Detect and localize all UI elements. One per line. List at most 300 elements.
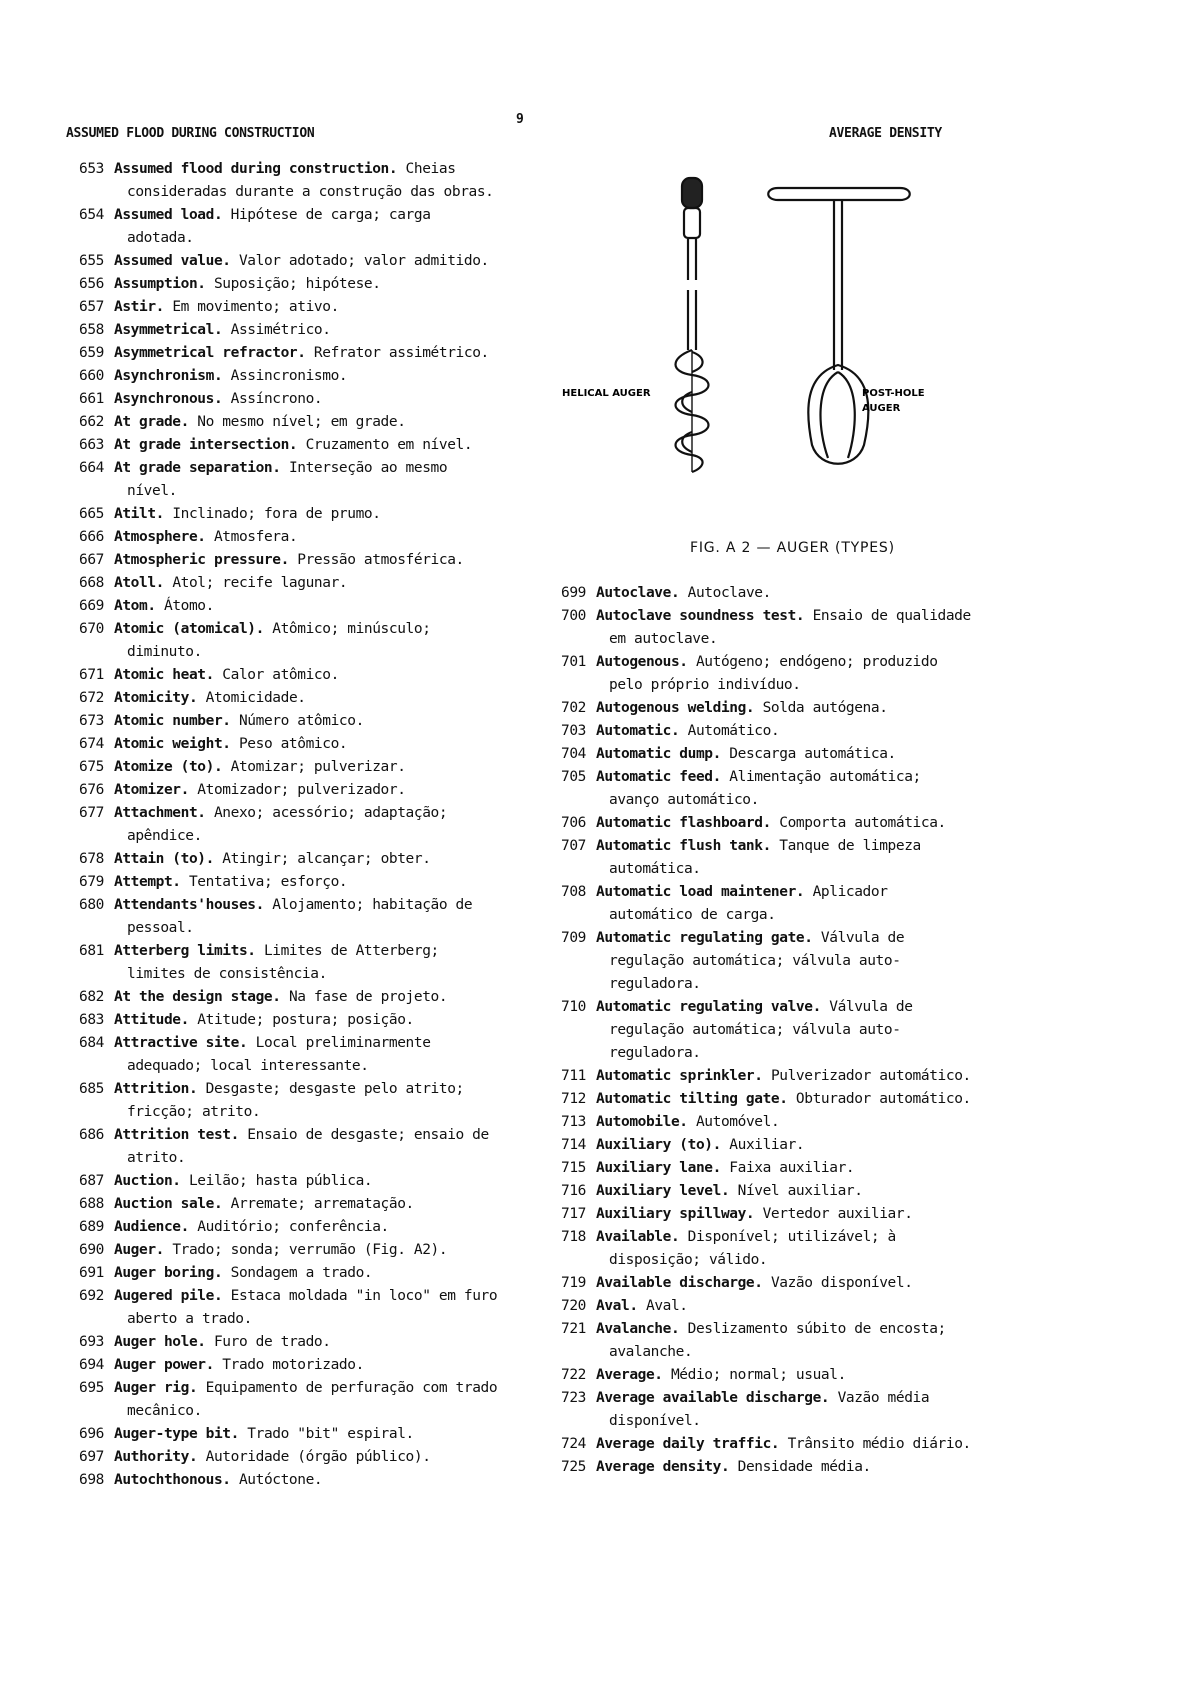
dictionary-entry [64,1331,504,1354]
entry-body [114,342,504,365]
entry-definition: Átomo. [155,598,214,614]
dictionary-entry [64,342,504,365]
entry-definition: Leilão; hasta pública. [180,1173,373,1189]
entry-term: Attachment. [114,805,206,821]
entry-body [596,1295,976,1318]
entry-body [596,1134,976,1157]
entry-term: Auger power. [114,1357,214,1373]
dictionary-entry [546,812,976,835]
entry-body [596,1157,976,1180]
entry-definition: Cruzamento em nível. [297,437,473,453]
entry-body [114,1032,504,1078]
entry-number: 703 [561,723,586,739]
dictionary-entry [64,503,504,526]
dictionary-entry [64,1032,504,1078]
entry-definition: Alimentação automática; avanço automático. [609,769,921,808]
entry-number: 725 [561,1459,586,1475]
entry-number: 667 [79,552,104,568]
entry-body [114,618,504,664]
dictionary-entry [64,457,504,503]
dictionary-entry [64,1423,504,1446]
entry-term: Automatic regulating gate. [596,930,813,946]
entry-number: 708 [561,884,586,900]
entry-number: 663 [79,437,104,453]
entry-number: 711 [561,1068,586,1084]
left-column [64,158,504,1492]
entry-body [114,1285,504,1331]
entry-body [596,1088,976,1111]
dictionary-entry [64,1193,504,1216]
entry-definition: Anexo; acessório; adaptação; apêndice. [127,805,448,844]
entry-term: Atmosphere. [114,529,206,545]
entry-number: 715 [561,1160,586,1176]
entry-term: Atomicity. [114,690,198,706]
entry-definition: Atol; recife lagunar. [163,575,348,591]
entry-body [596,1387,976,1433]
entry-definition: Hipótese de carga; carga adotada. [127,207,431,246]
entry-number: 687 [79,1173,104,1189]
entry-body [114,1124,504,1170]
entry-number: 660 [79,368,104,384]
entry-definition: Auditório; conferência. [188,1219,389,1235]
dictionary-entry [64,986,504,1009]
entry-number: 718 [561,1229,586,1245]
dictionary-entry [546,1180,976,1203]
entry-number: 723 [561,1390,586,1406]
dictionary-entry [64,1170,504,1193]
dictionary-entry [546,1387,976,1433]
entry-number: 716 [561,1183,586,1199]
entry-number: 668 [79,575,104,591]
entry-number: 682 [79,989,104,1005]
entry-term: Auction sale. [114,1196,223,1212]
entry-number: 677 [79,805,104,821]
helical-auger-drawing [676,178,709,472]
entry-body [596,605,976,651]
running-head-right: AVERAGE DENSITY [829,126,942,141]
entry-term: At grade intersection. [114,437,298,453]
entry-body [596,1065,976,1088]
dictionary-entry [546,1433,976,1456]
entry-body [596,766,976,812]
entry-number: 673 [79,713,104,729]
dictionary-entry [64,1009,504,1032]
entry-body [114,1239,504,1262]
entry-definition: Obturador automático. [787,1091,971,1107]
entry-number: 661 [79,391,104,407]
entry-definition: Pulverizador automático. [762,1068,971,1084]
dictionary-entry [546,1088,976,1111]
entry-body [114,687,504,710]
entry-number: 689 [79,1219,104,1235]
entry-definition: Atômico; minúsculo; diminuto. [127,621,431,660]
entry-number: 714 [561,1137,586,1153]
dictionary-entry [64,733,504,756]
entry-number: 704 [561,746,586,762]
entry-term: Attain (to). [114,851,214,867]
dictionary-entry [64,1262,504,1285]
entry-number: 681 [79,943,104,959]
entry-term: Average. [596,1367,663,1383]
entry-term: Atoll. [114,575,164,591]
entry-term: Auger hole. [114,1334,206,1350]
entry-body [114,204,504,250]
dictionary-entry [546,1203,976,1226]
entry-number: 683 [79,1012,104,1028]
entry-definition: Suposição; hipótese. [205,276,381,292]
entry-body [114,986,504,1009]
dictionary-entry [546,1111,976,1134]
entry-number: 690 [79,1242,104,1258]
entry-body [596,1272,976,1295]
entry-term: Atomize (to). [114,759,223,775]
helical-auger-label: HELICAL AUGER [562,388,651,399]
entry-definition: Autoridade (órgão público). [197,1449,431,1465]
entry-definition: Inclinado; fora de prumo. [163,506,381,522]
entry-number: 713 [561,1114,586,1130]
entry-term: Automatic sprinkler. [596,1068,763,1084]
entry-term: Autoclave. [596,585,680,601]
entry-term: Auger boring. [114,1265,223,1281]
entry-body [114,503,504,526]
dictionary-entry [64,526,504,549]
entry-definition: Atitude; postura; posição. [188,1012,414,1028]
dictionary-entry [546,881,976,927]
dictionary-entry [64,756,504,779]
entry-term: Automatic flush tank. [596,838,771,854]
entry-definition: Atomizador; pulverizador. [188,782,406,798]
entry-term: Atom. [114,598,156,614]
entry-body [114,756,504,779]
dictionary-entry [64,273,504,296]
entry-term: Auxiliary spillway. [596,1206,755,1222]
entry-term: Attractive site. [114,1035,248,1051]
entry-body [596,651,976,697]
entry-number: 666 [79,529,104,545]
entry-definition: Valor adotado; valor admitido. [230,253,489,269]
entry-term: Autogenous. [596,654,688,670]
entry-number: 717 [561,1206,586,1222]
entry-body [114,273,504,296]
dictionary-entry [64,1469,504,1492]
dictionary-entry [64,894,504,940]
entry-term: Assumed load. [114,207,223,223]
entry-body [114,733,504,756]
dictionary-entry [546,697,976,720]
entry-body [114,1446,504,1469]
entry-body [114,1262,504,1285]
dictionary-entry [64,871,504,894]
entry-body [114,664,504,687]
entry-body [114,1331,504,1354]
entry-definition: Estaca moldada "in loco" em furo aberto a trado. [127,1288,498,1327]
dictionary-entry [64,1446,504,1469]
entry-term: Autogenous welding. [596,700,755,716]
dictionary-entry [546,582,976,605]
post-hole-label: POST-HOLE [862,388,925,399]
entry-term: Assumed value. [114,253,231,269]
right-column [546,582,976,1479]
entry-term: Asymmetrical refractor. [114,345,306,361]
post-hole-auger-drawing [768,188,910,464]
entry-body [114,457,504,503]
entry-number: 676 [79,782,104,798]
entry-body [114,319,504,342]
entry-body [596,1180,976,1203]
dictionary-entry [546,1272,976,1295]
entry-definition: Válvula de regulação automática; válvula auto-reguladora. [609,999,913,1061]
entry-number: 706 [561,815,586,831]
dictionary-entry [64,1078,504,1124]
entry-term: Auxiliary (to). [596,1137,721,1153]
entry-term: Aval. [596,1298,638,1314]
dictionary-entry [64,1239,504,1262]
entry-definition: Assimétrico. [222,322,331,338]
dictionary-entry [64,1354,504,1377]
entry-definition: Tentativa; esforço. [180,874,348,890]
entry-definition: Trado "bit" espiral. [238,1426,414,1442]
entry-number: 686 [79,1127,104,1143]
entry-number: 709 [561,930,586,946]
dictionary-entry [64,710,504,733]
entry-body [114,802,504,848]
entry-term: Auger. [114,1242,164,1258]
entry-number: 720 [561,1298,586,1314]
entry-definition: Trado; sonda; verrumão (Fig. A2). [163,1242,448,1258]
entry-body [114,940,504,986]
entry-definition: Furo de trado. [205,1334,331,1350]
entry-definition: Automóvel. [687,1114,780,1130]
entry-number: 702 [561,700,586,716]
entry-body [114,365,504,388]
dictionary-entry [64,365,504,388]
entry-number: 688 [79,1196,104,1212]
dictionary-entry [546,1134,976,1157]
entry-number: 680 [79,897,104,913]
entry-term: Automatic feed. [596,769,721,785]
entry-term: Auxiliary lane. [596,1160,721,1176]
dictionary-entry [546,1157,976,1180]
entry-term: Autoclave soundness test. [596,608,805,624]
entry-term: Automatic load maintener. [596,884,805,900]
entry-body [596,1111,976,1134]
entry-definition: Vazão média disponível. [609,1390,930,1429]
entry-number: 653 [79,161,104,177]
entry-term: Atmospheric pressure. [114,552,289,568]
entry-definition: Densidade média. [729,1459,871,1475]
entry-body [114,388,504,411]
entry-body [596,835,976,881]
entry-body [114,572,504,595]
entry-definition: Solda autógena. [754,700,888,716]
entry-term: Average daily traffic. [596,1436,780,1452]
running-head-left: ASSUMED FLOOD DURING CONSTRUCTION [66,126,315,141]
entry-term: Atomic (atomical). [114,621,264,637]
entry-body [596,582,976,605]
entry-definition: Vazão disponível. [762,1275,913,1291]
entry-body [114,1193,504,1216]
dictionary-entry [64,687,504,710]
entry-term: Assumption. [114,276,206,292]
dictionary-entry [546,927,976,996]
dictionary-entry [64,595,504,618]
entry-body [114,434,504,457]
dictionary-entry [64,618,504,664]
entry-body [596,812,976,835]
dictionary-entry [546,1226,976,1272]
entry-definition: Interseção ao mesmo nível. [127,460,448,499]
entry-definition: Autóctone. [230,1472,323,1488]
entry-definition: Pressão atmosférica. [288,552,464,568]
entry-term: Atomic heat. [114,667,214,683]
entry-body [114,549,504,572]
entry-definition: Número atômico. [230,713,364,729]
entry-term: Attrition. [114,1081,198,1097]
entry-number: 722 [561,1367,586,1383]
entry-definition: Auxiliar. [720,1137,805,1153]
page-number: 9 [516,112,524,127]
dictionary-entry [64,319,504,342]
dictionary-entry [64,572,504,595]
entry-term: Automatic dump. [596,746,721,762]
entry-definition: Trado motorizado. [213,1357,364,1373]
entry-body [596,1433,976,1456]
entry-definition: Sondagem a trado. [222,1265,373,1281]
entry-number: 664 [79,460,104,476]
entry-number: 685 [79,1081,104,1097]
entry-term: Automatic. [596,723,680,739]
dictionary-entry [546,651,976,697]
entry-body [114,1377,504,1423]
entry-term: Assumed flood during construction. [114,161,398,177]
entry-definition: Em movimento; ativo. [163,299,339,315]
entry-number: 699 [561,585,586,601]
entry-body [114,894,504,940]
entry-definition: Trânsito médio diário. [779,1436,971,1452]
entry-definition: Peso atômico. [230,736,348,752]
dictionary-entry [64,411,504,434]
dictionary-entry [546,743,976,766]
dictionary-entry [64,1377,504,1423]
dictionary-entry [64,296,504,319]
entry-term: Attempt. [114,874,181,890]
entry-definition: Atomicidade. [197,690,306,706]
entry-number: 654 [79,207,104,223]
entry-body [114,710,504,733]
entry-term: Average available discharge. [596,1390,830,1406]
entry-definition: Válvula de regulação automática; válvula auto-reguladora. [609,930,905,992]
entry-definition: Atingir; alcançar; obter. [213,851,431,867]
dictionary-entry [64,1124,504,1170]
auger-figure [562,160,1060,560]
dictionary-entry [64,434,504,457]
entry-body [596,743,976,766]
entry-definition: Faixa auxiliar. [720,1160,855,1176]
entry-definition: Automático. [679,723,780,739]
dictionary-entry [546,1364,976,1387]
entry-number: 700 [561,608,586,624]
entry-number: 697 [79,1449,104,1465]
entry-definition: Vertedor auxiliar. [754,1206,913,1222]
entry-definition: Local preliminarmente adequado; local interessante. [127,1035,431,1074]
entry-definition: Autógeno; endógeno; produzido pelo próprio indivíduo. [609,654,938,693]
entry-number: 671 [79,667,104,683]
entry-definition: Comporta automática. [770,815,946,831]
entry-definition: Nível auxiliar. [729,1183,863,1199]
entry-body [596,697,976,720]
entry-number: 679 [79,874,104,890]
dictionary-entry [546,1295,976,1318]
dictionary-entry [546,835,976,881]
entry-term: Audience. [114,1219,189,1235]
entry-body [114,1469,504,1492]
entry-number: 655 [79,253,104,269]
entry-number: 698 [79,1472,104,1488]
entry-body [114,296,504,319]
entry-term: Auxiliary level. [596,1183,730,1199]
entry-term: Average density. [596,1459,730,1475]
entry-definition: Autoclave. [679,585,771,601]
entry-term: Attitude. [114,1012,189,1028]
dictionary-entry [64,779,504,802]
entry-number: 665 [79,506,104,522]
entry-definition: Aval. [637,1298,688,1314]
entry-term: Augered pile. [114,1288,223,1304]
entry-body [114,1423,504,1446]
entry-number: 695 [79,1380,104,1396]
entry-term: At the design stage. [114,989,281,1005]
dictionary-entry [546,1318,976,1364]
entry-term: Atterberg limits. [114,943,256,959]
dictionary-entry [64,802,504,848]
entry-number: 707 [561,838,586,854]
entry-number: 721 [561,1321,586,1337]
entry-term: Astir. [114,299,164,315]
entry-definition: Assíncrono. [222,391,323,407]
entry-term: Automatic flashboard. [596,815,771,831]
entry-definition: Na fase de projeto. [280,989,448,1005]
entry-definition: Desgaste; desgaste pelo atrito; fricção; atrito. [127,1081,464,1120]
entry-term: Auction. [114,1173,181,1189]
entry-term: Auger-type bit. [114,1426,239,1442]
entry-term: Asynchronous. [114,391,223,407]
entry-body [596,1318,976,1364]
entry-body [114,595,504,618]
entry-number: 691 [79,1265,104,1281]
entry-body [114,779,504,802]
entry-definition: Descarga automática. [720,746,896,762]
entry-number: 678 [79,851,104,867]
entry-body [114,1170,504,1193]
entry-number: 659 [79,345,104,361]
entry-body [114,526,504,549]
post-hole-label-2: AUGER [862,403,901,414]
entry-term: Auger rig. [114,1380,198,1396]
entry-term: Asynchronism. [114,368,223,384]
dictionary-entry [64,158,504,204]
entry-body [114,250,504,273]
dictionary-entry [64,204,504,250]
entry-number: 674 [79,736,104,752]
entry-number: 701 [561,654,586,670]
entry-term: At grade separation. [114,460,281,476]
entry-body [596,927,976,996]
entry-body [596,1203,976,1226]
entry-definition: Calor atômico. [213,667,339,683]
entry-term: Authority. [114,1449,198,1465]
dictionary-entry [64,664,504,687]
entry-term: Atomizer. [114,782,189,798]
